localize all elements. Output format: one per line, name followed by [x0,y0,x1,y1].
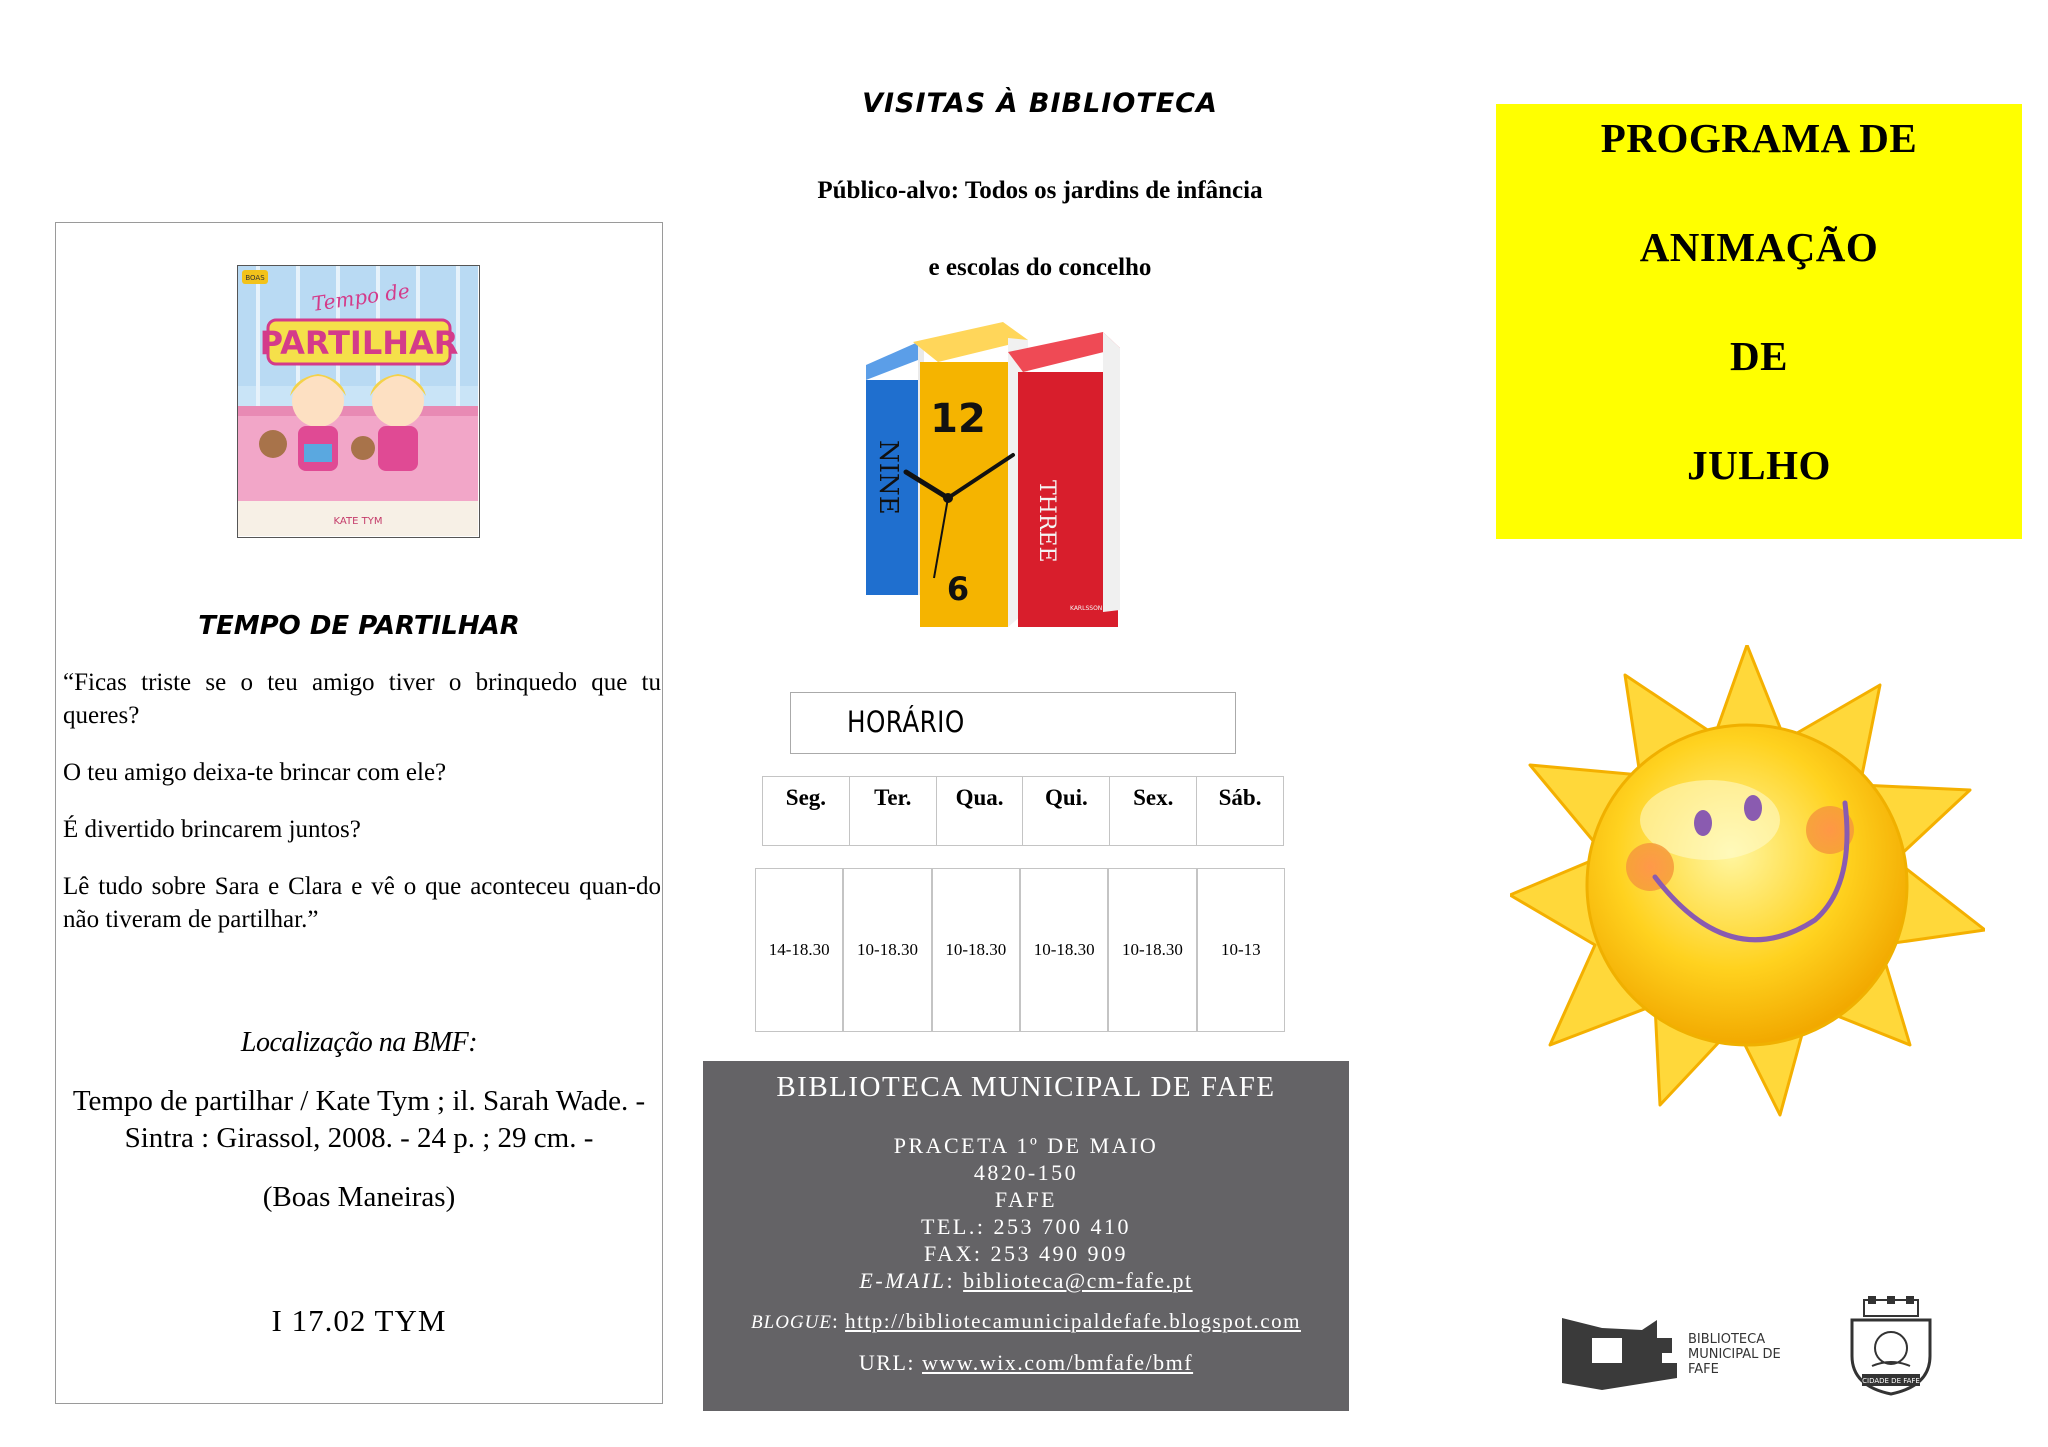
program-title-line: PROGRAMA DE [1600,115,1918,161]
email-label: E-MAIL [859,1268,947,1293]
book-synopsis [63,666,661,960]
reference-line: Tempo de partilhar / Kate Tym ; il. Sarah Wade. - [72,1085,646,1117]
clock-word-nine: NINE [873,440,903,515]
crest-text: CIDADE DE FAFE [1862,1377,1920,1385]
phone-number: TEL.: 253 700 410 [921,1214,1131,1239]
library-logo-text [1688,1332,1781,1377]
address-postal-code: 4820-150 [973,1160,1079,1185]
clock-number-twelve: 12 [930,396,986,442]
url-line [703,1350,1349,1376]
cover-title-small: Tempo de [310,278,412,316]
logo-text-line: BIBLIOTECA [1688,1332,1766,1347]
book-series: (Boas Maneiras) [262,1181,456,1213]
sun-balloon-image [1510,645,1985,1125]
bibliographic-reference [56,1083,662,1157]
book-cover-image [237,265,480,538]
email-line [703,1268,1349,1294]
schedule-hours-cell: 10-13 [1220,940,1261,959]
program-title-box [1496,104,2022,539]
book-title: TEMPO DE PARTILHAR [198,611,520,641]
clock-number-six: 6 [946,570,970,608]
schedule-day-cell: Sex. [1110,777,1197,845]
email-link[interactable]: biblioteca@cm-fafe.pt [963,1268,1193,1293]
schedule-hours-cell: 10-18.30 [933,869,1021,1031]
cover-badge: BOAS [245,274,265,282]
clock-brand: KARLSSON [1070,605,1103,612]
schedule-day-cell: Seg. [763,777,850,845]
address-street: PRACETA 1º DE MAIO [893,1133,1159,1158]
address-city: FAFE [994,1187,1058,1212]
contact-info-box [703,1061,1349,1411]
synopsis-paragraph: O teu amigo deixa-te brincar com ele? [63,759,447,786]
schedule-days-row [762,776,1284,846]
logo-text-line: FAFE [1688,1362,1719,1377]
clock-word-three: THREE [1034,480,1059,563]
synopsis-paragraph: É divertido brincarem juntos? [63,816,361,843]
cover-author: KATE TYM [333,516,383,527]
program-title-line: ANIMAÇÃO [1639,224,1879,270]
blog-separator: : [831,1309,846,1333]
target-audience-line: Público-alvo: Todos os jardins de infância [817,177,1263,204]
book-highlight-panel [55,222,663,1404]
schedule-hours-cell: 14-18.30 [756,869,844,1031]
schedule-hours-row [755,868,1285,1032]
fax-number: FAX: 253 490 909 [924,1241,1128,1266]
municipal-crest-icon [1842,1296,1940,1396]
logo-text-line: MUNICIPAL DE [1688,1347,1781,1362]
schedule-label-box [790,692,1236,754]
location-title: Localização na BMF: [240,1027,478,1058]
schedule-hours-cell: 10-18.30 [1109,869,1197,1031]
blog-line [703,1309,1349,1334]
schedule-hours-cell: 10-18.30 [844,869,932,1031]
email-separator: : [946,1268,964,1293]
books-clock-image [858,320,1138,635]
call-number: I 17.02 TYM [271,1303,447,1338]
schedule-day-cell: Qui. [1023,777,1110,845]
cover-title-large: PARTILHAR [259,324,459,362]
program-title-line: DE [1730,333,1788,379]
schedule-day-cell: Sáb. [1218,785,1262,810]
url-label: URL: [858,1350,923,1375]
reference-line: Sintra : Girassol, 2008. - 24 p. ; 29 cm. - [124,1122,594,1154]
program-title-line: JULHO [1687,442,1831,488]
schedule-hours-cell: 10-18.30 [1021,869,1109,1031]
schedule-day-cell: Qua. [937,777,1024,845]
blog-link[interactable]: http://bibliotecamunicipaldefafe.blogspot.com [845,1309,1301,1333]
book-cover-illustration [238,266,478,536]
website-link[interactable]: www.wix.com/bmfafe/bmf [922,1350,1194,1375]
synopsis-paragraph: “Ficas triste se o teu amigo tiver o brinquedo que tu queres? [63,669,661,729]
visits-title: VISITAS À BIBLIOTECA [862,88,1218,119]
library-name: BIBLIOTECA MUNICIPAL DE FAFE [776,1071,1276,1103]
synopsis-paragraph: Lê tudo sobre Sara e Clara e vê o que aconteceu quan-do não tiveram de partilhar.” [63,873,661,933]
schedule-day-cell: Ter. [850,777,937,845]
blog-label: BLOGUE [751,1312,832,1333]
schedule-label: HORÁRIO [847,705,965,739]
target-audience-line: e escolas do concelho [928,254,1152,281]
